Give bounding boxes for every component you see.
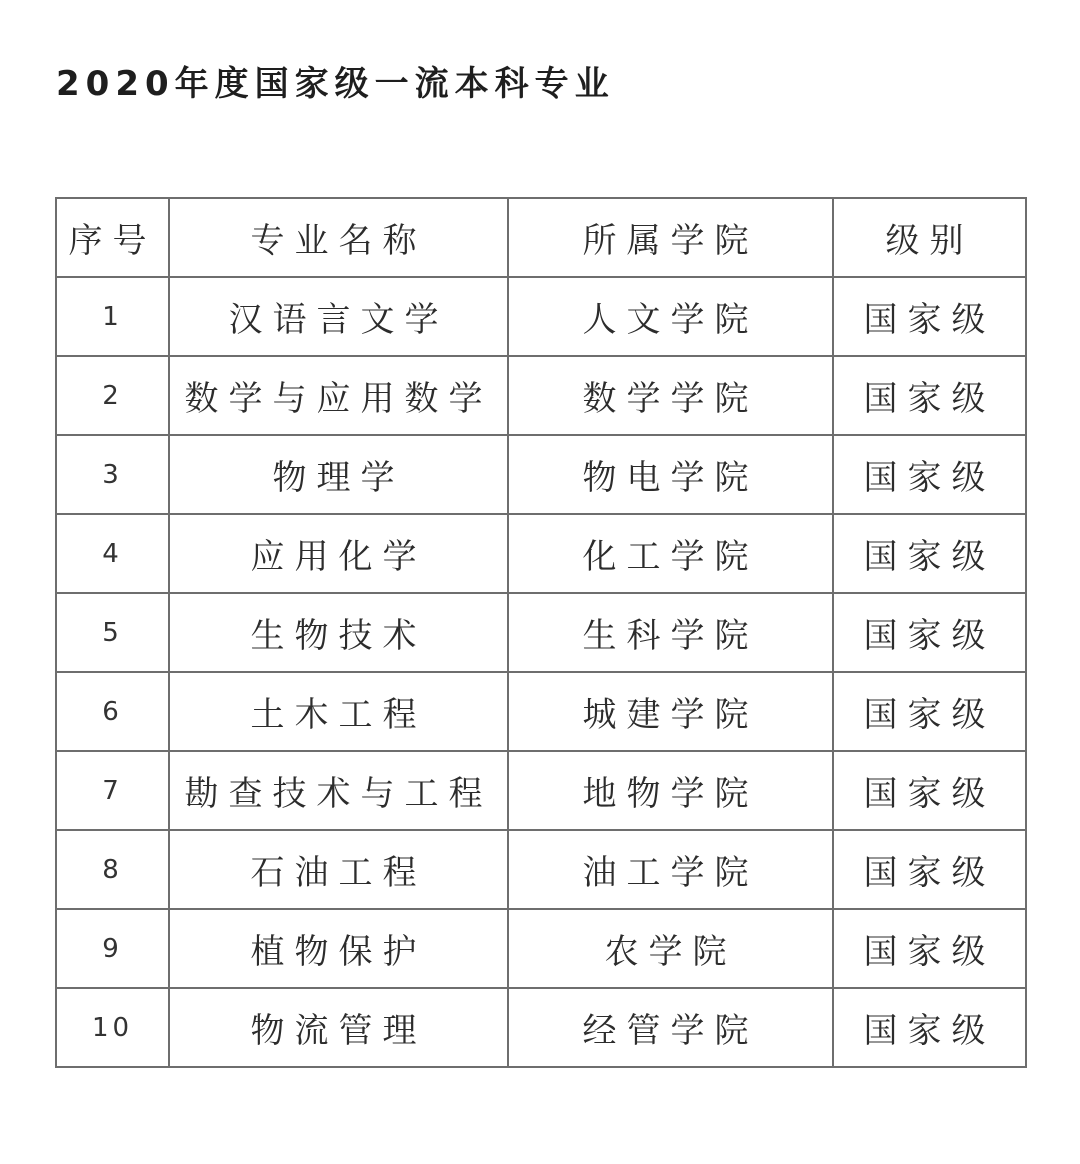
table-row: [56, 435, 1026, 514]
header-college: 所属学院: [508, 198, 833, 277]
header-major-name: 专业名称: [169, 198, 508, 277]
cell-major-name: 土木工程: [169, 672, 508, 751]
header-level: 级别: [833, 198, 1026, 277]
cell-level: 国家级: [833, 593, 1026, 672]
cell-level: 国家级: [833, 435, 1026, 514]
cell-serial-number: 2: [56, 356, 169, 435]
table-header-row: [56, 198, 1026, 277]
cell-serial-number: 5: [56, 593, 169, 672]
cell-major-name: 石油工程: [169, 830, 508, 909]
cell-serial-number: 10: [56, 988, 169, 1067]
cell-college: 地物学院: [508, 751, 833, 830]
table-row: [56, 593, 1026, 672]
page-title: 2020年度国家级一流本科专业: [56, 64, 615, 104]
table-row: [56, 356, 1026, 435]
cell-college: 数学学院: [508, 356, 833, 435]
cell-level: 国家级: [833, 356, 1026, 435]
cell-level: 国家级: [833, 751, 1026, 830]
table-row: [56, 909, 1026, 988]
cell-major-name: 勘查技术与工程: [169, 751, 508, 830]
cell-serial-number: 4: [56, 514, 169, 593]
cell-major-name: 应用化学: [169, 514, 508, 593]
cell-level: 国家级: [833, 830, 1026, 909]
cell-level: 国家级: [833, 672, 1026, 751]
header-serial-number: 序号: [56, 198, 169, 277]
cell-serial-number: 3: [56, 435, 169, 514]
cell-serial-number: 6: [56, 672, 169, 751]
table-row: [56, 830, 1026, 909]
table-row: [56, 988, 1026, 1067]
cell-level: 国家级: [833, 909, 1026, 988]
cell-major-name: 物流管理: [169, 988, 508, 1067]
cell-serial-number: 9: [56, 909, 169, 988]
majors-table: [55, 197, 1027, 1068]
cell-college: 化工学院: [508, 514, 833, 593]
cell-major-name: 物理学: [169, 435, 508, 514]
cell-college: 油工学院: [508, 830, 833, 909]
cell-level: 国家级: [833, 988, 1026, 1067]
cell-college: 人文学院: [508, 277, 833, 356]
cell-serial-number: 1: [56, 277, 169, 356]
cell-college: 生科学院: [508, 593, 833, 672]
cell-level: 国家级: [833, 277, 1026, 356]
table-row: [56, 672, 1026, 751]
cell-major-name: 汉语言文学: [169, 277, 508, 356]
cell-college: 城建学院: [508, 672, 833, 751]
cell-level: 国家级: [833, 514, 1026, 593]
table-row: [56, 751, 1026, 830]
cell-major-name: 植物保护: [169, 909, 508, 988]
table-row: [56, 277, 1026, 356]
cell-serial-number: 7: [56, 751, 169, 830]
cell-serial-number: 8: [56, 830, 169, 909]
cell-college: 物电学院: [508, 435, 833, 514]
cell-college: 经管学院: [508, 988, 833, 1067]
cell-major-name: 生物技术: [169, 593, 508, 672]
cell-major-name: 数学与应用数学: [169, 356, 508, 435]
table-row: [56, 514, 1026, 593]
cell-college: 农学院: [508, 909, 833, 988]
